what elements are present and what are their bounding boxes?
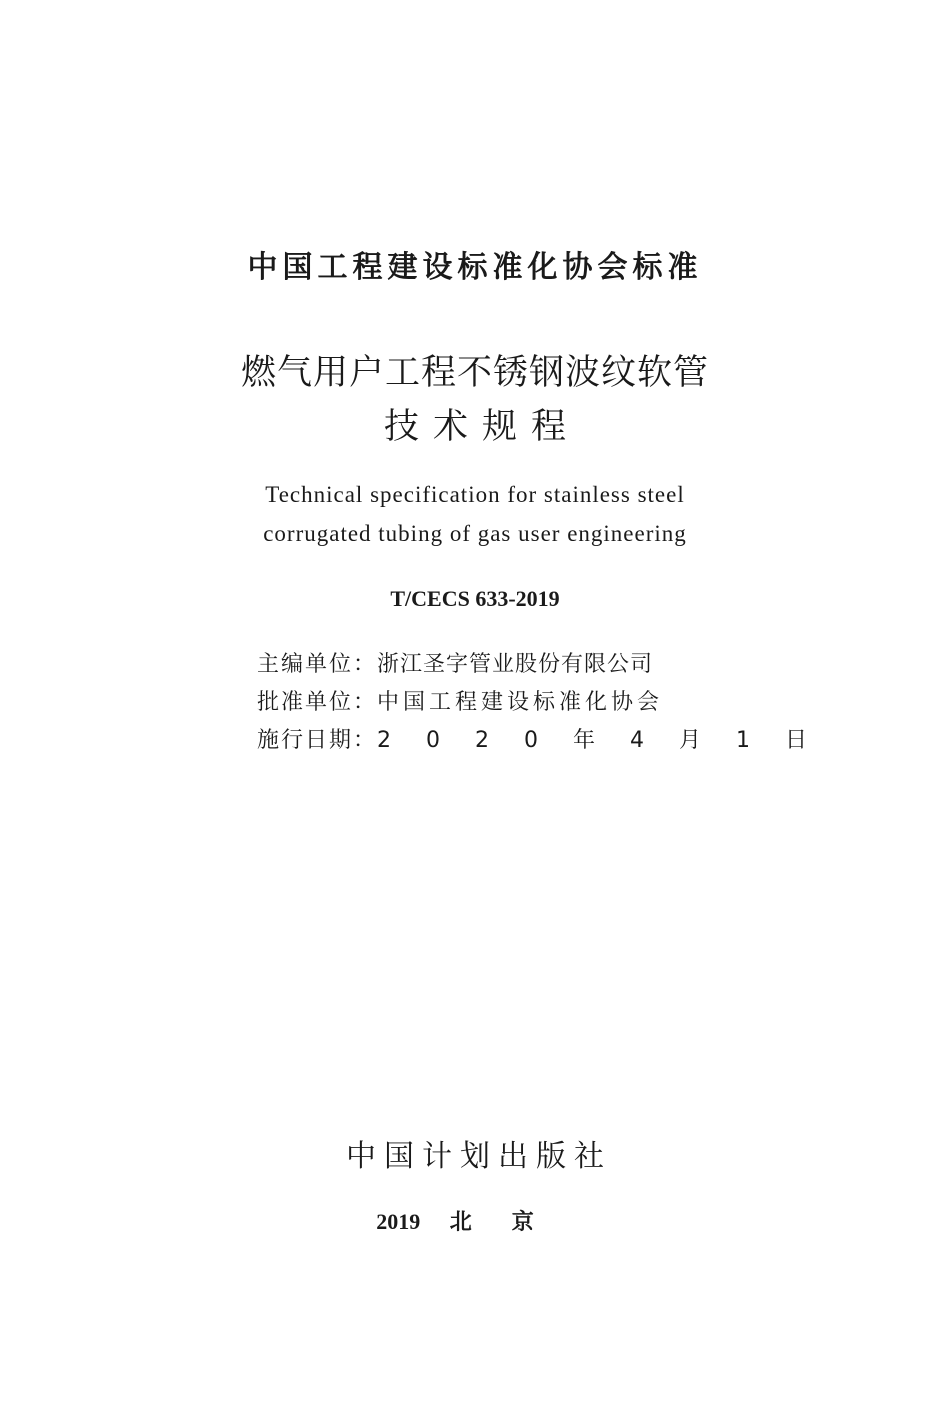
imprint [0,1206,950,1238]
date-value: 2 0 2 0 年 4 月 1 日 [377,728,821,753]
info-block [257,646,821,760]
standard-code: T/CECS 633-2019 [390,586,560,611]
title-zh-line2: 技术规程 [383,407,580,447]
imprint-year: 2019 [376,1209,421,1234]
approver-value: 中国工程建设标准化协会 [377,690,664,715]
org-standard-header: 中国工程建设标准化协会标准 [247,250,703,285]
date-row [257,722,821,760]
publisher: 中国计划出版社 [346,1139,612,1174]
title-en-line1: Technical specification for stainless steel [265,482,685,507]
editor-label: 主编单位： [257,652,378,677]
editor-value: 浙江圣字管业股份有限公司 [377,652,654,677]
approver-label: 批准单位： [257,690,378,715]
approver-row [257,684,717,722]
title-zh-line1: 燃气用户工程不锈钢波纹软管 [240,353,709,393]
title-en-line2: corrugated tubing of gas user engineering [263,521,687,546]
editor-row [257,646,717,684]
date-label: 施行日期： [257,728,378,753]
imprint-city: 北京 [449,1209,574,1234]
